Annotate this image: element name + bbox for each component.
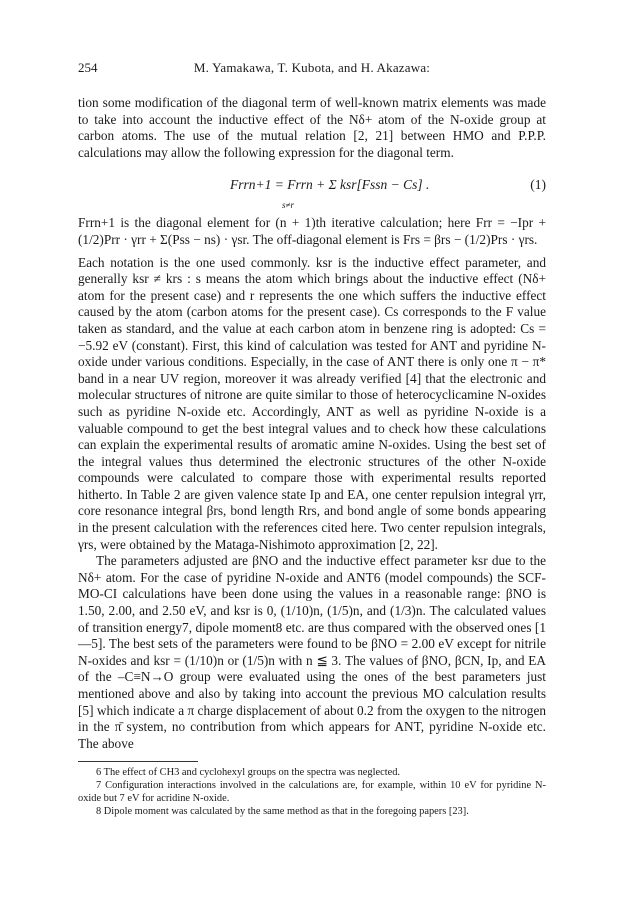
paper-page (78, 60, 546, 818)
paragraph-intro: tion some modification of the diagonal term of well-known matrix elements was made to take into account the inductive effect of the Nδ+ atom of the N-oxide group at carbon atoms. The use of the mutual relation [2, 21] between HMO and P.P.P. calculations may allow the following expression for the diagonal term. (78, 95, 546, 160)
page-header (78, 60, 546, 80)
running-header: M. Yamakawa, T. Kubota, and H. Akazawa: (193, 60, 431, 75)
equation-1 (78, 165, 546, 215)
body-text (78, 95, 546, 752)
paragraph-notation: Each notation is the one used commonly. ksr is the inductive effect parameter, and generally ksr ≠ krs : s means the atom which brings about the inductive effect (Nδ+ atom for the present case) and r represents the one which suffers the inductive effect caused by the atom (carbon atoms for the present case). Cs corresponds to the F value taken as standard, and the value at each carbon atom in benzene ring is adopted: Cs = −5.92 eV (constant). First, this kind of calculation was tested for ANT and pyridine N-oxide under various conditions. Especially, in the case of ANT there is only one π − π* band in a near UV region, moreover it was already verified [4] that the electronic and molecular structures of nitrone are quite similar to those of heterocyclicamine N-oxides such as pyridine N-oxide etc. Accordingly, ANT as well as pyridine N-oxide is a valuable compound to get the best integral values and to check how these calculations can explain the experimental results of aromatic amine N-oxides. Using the best set of the integral values thus determined the electronic structures of the other N-oxide compounds were calculated to compare those with experimental results reported hitherto. In Table 2 are given valence state Ip and EA, one center repulsion integral γrr, core resonance integral βrs, bond length Rrs, and bond angle of some bonds appearing in the present calculation with the references cited here. Two center repulsion integrals, γrs, were obtained by the Mataga-Nishimoto approximation [2, 22]. (78, 254, 546, 552)
paragraph-after-equation: Frrn+1 is the diagonal element for (n + 1)th iterative calculation; here Frr = −Ipr + (1/2)Prr · γrr + Σ(Pss − ns) · γsr. The off-diagonal element is Frs = βrs − (1/2)Prs · γrs. (78, 215, 546, 247)
footnote-divider (78, 761, 198, 762)
paragraph-parameters: The parameters adjusted are βNO and the inductive effect parameter ksr due to the Nδ+ atom. For the case of pyridine N-oxide and ANT6 (model compounds) the SCF-MO-CI calculations have been done using the values in a reasonable range: βNO is 1.50, 2.00, and 2.50 eV, and ksr is 0, (1/10)n, (1/5)n, and (1/3)n. The calculated values of transition energy7, dipole moment8 etc. are thus compared with the observed ones [1—5]. The best sets of the parameters were found to be βNO = 2.00 eV except for nitrile N-oxides and ksr = (1/10)n or (1/5)n with n ≦ 3. The values of βNO, βCN, Ip, and EA of the –C≡N→O group were evaluated using the ones of the best parameters just mentioned above and also by taking into account the previous MO calculation results [5] which indicate a π charge displacement of about 0.2 from the oxygen to the nitrogen in the π̄ system, no contribution from which appears for ANT, pyridine N-oxide etc. The above (78, 553, 546, 751)
equation-sum-subscript: s≠r (282, 200, 294, 211)
equation-number: (1) (530, 177, 546, 193)
footnote-6: 6 The effect of CH3 and cyclohexyl groups on the spectra was neglected. (96, 767, 401, 779)
footnote-8: 8 Dipole moment was calculated by the same method as that in the foregoing papers [23]. (96, 806, 469, 818)
page-number: 254 (78, 60, 98, 75)
equation-expression: Frrn+1 = Frrn + Σ ksr[Fssn − Cs] . (230, 177, 430, 193)
footnote-7: 7 Configuration interactions involved in the calculations are, for example, within 10 eV for pyridine N-oxide but 7 eV for acridine N-oxide. (78, 780, 546, 805)
